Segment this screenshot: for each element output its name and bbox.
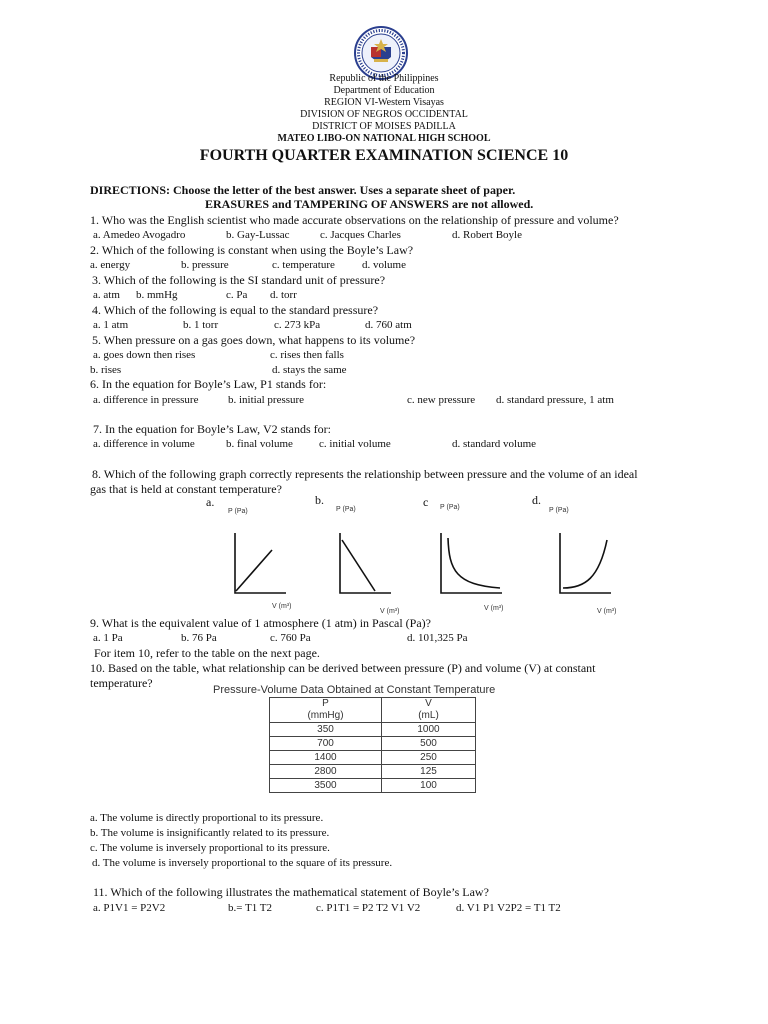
- question-8-line2: gas that is held at constant temperature?: [90, 482, 282, 496]
- cell-pressure: 1400: [270, 751, 382, 765]
- table-row: [270, 723, 476, 737]
- graph-a-letter: a.: [206, 495, 215, 509]
- header-region: REGION VI-Western Visayas: [324, 97, 444, 108]
- graph-d-letter: d.: [532, 493, 541, 507]
- header-pressure: [270, 698, 382, 723]
- question-4: 4. Which of the following is equal to the standard pressure?: [92, 303, 379, 317]
- q7-choice-a: a. difference in volume: [93, 438, 195, 450]
- q11-choice-b: b.= T1 T2: [228, 902, 272, 914]
- q11-choice-d: d. V1 P1 V2P2 = T1 T2: [456, 902, 561, 914]
- table-caption: Pressure-Volume Data Obtained at Constant Temperature: [213, 684, 496, 696]
- q2-choice-a: a. energy: [90, 259, 131, 271]
- cell-volume: 500: [382, 737, 476, 751]
- q4-choice-c: c. 273 kPa: [274, 319, 321, 331]
- q4-choice-d: d. 760 atm: [365, 319, 412, 331]
- q2-choice-d: d. volume: [362, 259, 406, 271]
- q7-choice-c: c. initial volume: [319, 438, 391, 450]
- graph-b: [335, 530, 395, 600]
- header-volume-unit: (mL): [418, 710, 439, 721]
- graph-c-xlabel: V (m³): [484, 605, 504, 612]
- q10-choice-c: c. The volume is inversely proportional to its pressure.: [90, 842, 330, 854]
- q3-choice-c: c. Pa: [226, 289, 248, 301]
- header-school: MATEO LIBO-ON NATIONAL HIGH SCHOOL: [277, 133, 491, 144]
- q5-choice-a: a. goes down then rises: [93, 349, 196, 361]
- q3-choice-d: d. torr: [270, 289, 297, 301]
- q10-choice-d: d. The volume is inversely proportional to the square of its pressure.: [92, 857, 393, 869]
- cell-pressure: 350: [270, 723, 382, 737]
- q11-choice-c: c. P1T1 = P2 T2 V1 V2: [316, 902, 421, 914]
- header-pressure-name: P: [322, 698, 329, 709]
- q4-choice-a: a. 1 atm: [93, 319, 129, 331]
- graph-a-ylabel: P (Pa): [228, 508, 248, 515]
- q1-choice-b: b. Gay-Lussac: [226, 229, 290, 241]
- q9-choice-a: a. 1 Pa: [93, 632, 123, 644]
- cell-pressure: 2800: [270, 765, 382, 779]
- q1-choice-a: a. Amedeo Avogadro: [93, 229, 186, 241]
- pressure-volume-table: [269, 697, 476, 793]
- q9-choice-b: b. 76 Pa: [181, 632, 217, 644]
- q6-choice-d: d. standard pressure, 1 atm: [496, 394, 614, 406]
- header-division: DIVISION OF NEGROS OCCIDENTAL: [300, 109, 468, 120]
- q2-choice-c: c. temperature: [272, 259, 335, 271]
- table-row: [270, 765, 476, 779]
- graph-c-ylabel: P (Pa): [440, 504, 460, 511]
- cell-pressure: 700: [270, 737, 382, 751]
- header-department: Department of Education: [333, 85, 435, 96]
- cell-volume: 1000: [382, 723, 476, 737]
- graph-d-xlabel: V (m³): [597, 608, 617, 615]
- graph-b-letter: b.: [315, 493, 324, 507]
- q7-choice-d: d. standard volume: [452, 438, 537, 450]
- graph-a: [230, 530, 290, 600]
- question-1: 1. Who was the English scientist who made accurate observations on the relationship of pressure and volume?: [90, 213, 619, 227]
- exam-title: FOURTH QUARTER EXAMINATION SCIENCE 10: [199, 147, 569, 164]
- q5-choice-b: b. rises: [90, 364, 122, 376]
- question-3: 3. Which of the following is the SI standard unit of pressure?: [92, 273, 386, 287]
- q6-choice-c: c. new pressure: [407, 394, 476, 406]
- question-11: 11. Which of the following illustrates the mathematical statement of Boyle’s Law?: [93, 885, 489, 899]
- directions-line2: ERASURES and TAMPERING OF ANSWERS are not allowed.: [205, 197, 534, 211]
- question-5: 5. When pressure on a gas goes down, what happens to its volume?: [92, 333, 416, 347]
- cell-volume: 100: [382, 779, 476, 793]
- q10-choice-b: b. The volume is insignificantly related to its pressure.: [90, 827, 330, 839]
- question-9: 9. What is the equivalent value of 1 atmosphere (1 atm) in Pascal (Pa)?: [90, 616, 432, 630]
- question-10-line2: temperature?: [90, 676, 153, 690]
- graph-b-ylabel: P (Pa): [336, 506, 356, 513]
- q4-choice-b: b. 1 torr: [183, 319, 219, 331]
- header-pressure-unit: (mmHg): [307, 710, 344, 721]
- q9-choice-d: d. 101,325 Pa: [407, 632, 468, 644]
- table-row: [270, 779, 476, 793]
- header-volume: [382, 698, 476, 723]
- cell-volume: 125: [382, 765, 476, 779]
- q1-choice-c: c. Jacques Charles: [320, 229, 401, 241]
- q6-choice-a: a. difference in pressure: [93, 394, 199, 406]
- graph-d-ylabel: P (Pa): [549, 507, 569, 514]
- question-2: 2. Which of the following is constant when using the Boyle’s Law?: [90, 243, 414, 257]
- graph-d: [555, 530, 615, 600]
- q9-choice-c: c. 760 Pa: [270, 632, 311, 644]
- q3-choice-a: a. atm: [93, 289, 120, 301]
- q6-choice-b: b. initial pressure: [228, 394, 305, 406]
- graph-c-letter: c: [423, 495, 429, 509]
- header-republic: Republic of the Philippines: [329, 73, 439, 84]
- q5-choice-c: c. rises then falls: [270, 349, 344, 361]
- question-7: 7. In the equation for Boyle’s Law, V2 stands for:: [93, 422, 331, 436]
- deped-seal-logo: [354, 26, 408, 80]
- graph-b-xlabel: V (m³): [380, 608, 400, 615]
- table-header-row: [270, 698, 476, 723]
- q5-choice-d: d. stays the same: [272, 364, 347, 376]
- q2-choice-b: b. pressure: [181, 259, 229, 271]
- item-10-note: For item 10, refer to the table on the next page.: [94, 646, 320, 660]
- q7-choice-b: b. final volume: [226, 438, 293, 450]
- graph-a-xlabel: V (m³): [272, 603, 292, 610]
- table-row: [270, 751, 476, 765]
- question-10-line1: 10. Based on the table, what relationship can be derived between pressure (P) and volume (V) at constant: [90, 661, 596, 675]
- question-6: 6. In the equation for Boyle’s Law, P1 stands for:: [90, 377, 327, 391]
- q11-choice-a: a. P1V1 = P2V2: [93, 902, 166, 914]
- cell-pressure: 3500: [270, 779, 382, 793]
- q10-choice-a: a. The volume is directly proportional to its pressure.: [90, 812, 324, 824]
- header-volume-name: V: [425, 698, 432, 709]
- graph-c: [436, 530, 506, 600]
- table-row: [270, 737, 476, 751]
- header-district: DISTRICT OF MOISES PADILLA: [312, 121, 456, 132]
- question-8-line1: 8. Which of the following graph correctly represents the relationship between pressure and the volume of an ideal: [92, 467, 638, 481]
- cell-volume: 250: [382, 751, 476, 765]
- q1-choice-d: d. Robert Boyle: [452, 229, 522, 241]
- q3-choice-b: b. mmHg: [136, 289, 178, 301]
- directions-line1: DIRECTIONS: Choose the letter of the best answer. Uses a separate sheet of paper.: [90, 183, 516, 197]
